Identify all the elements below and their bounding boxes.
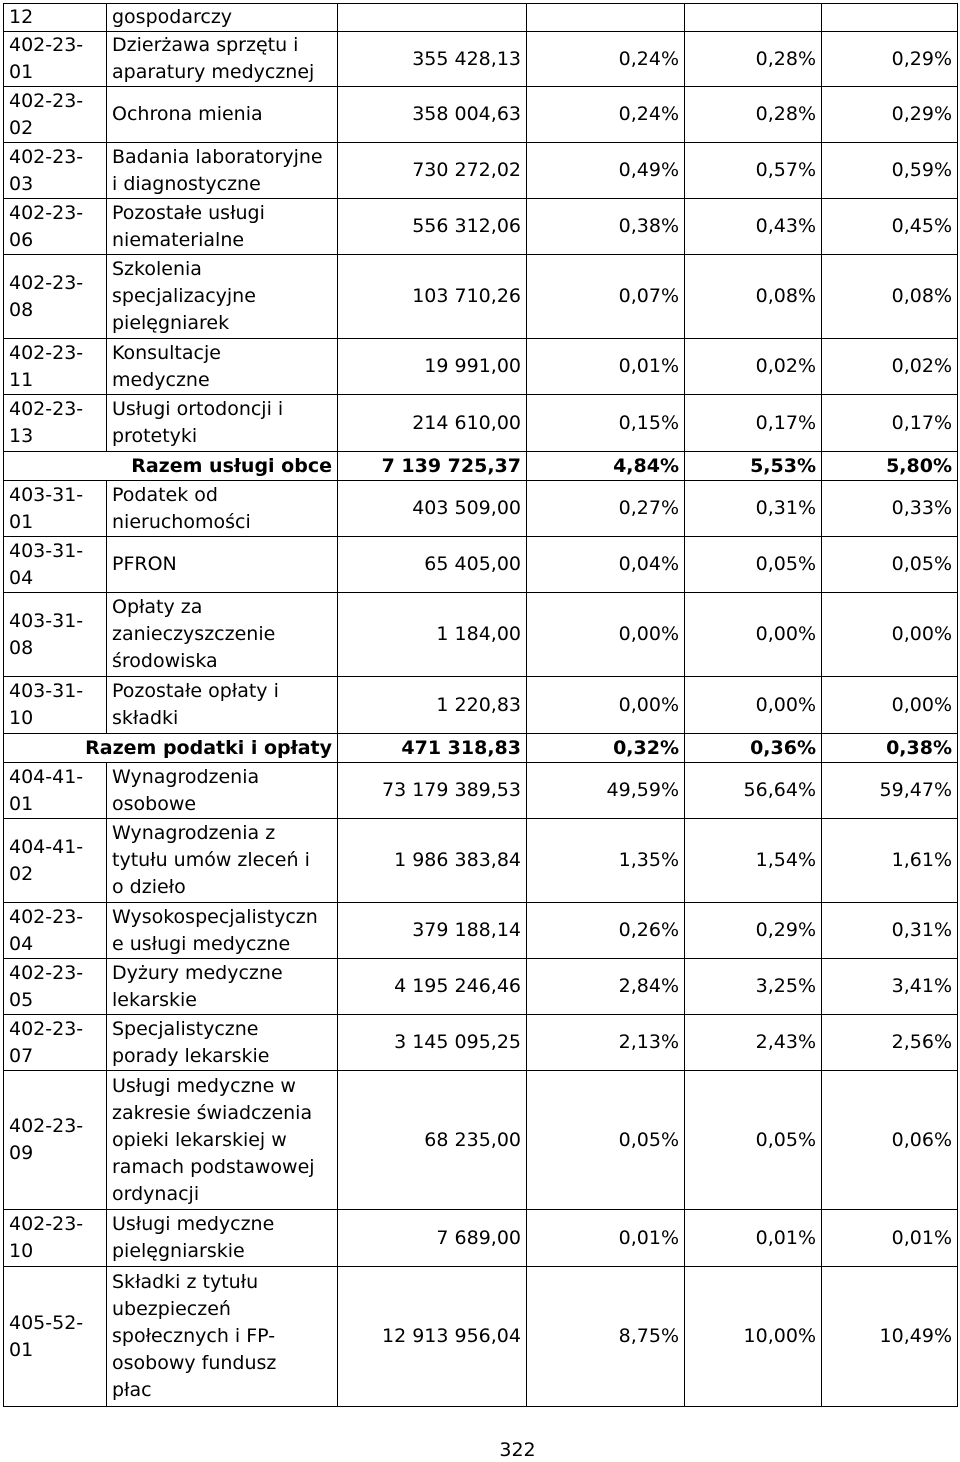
amount-cell: 214 610,00 xyxy=(338,395,527,452)
percent-cell-2: 1,54% xyxy=(685,819,822,903)
cost-name: gospodarczy xyxy=(107,4,338,32)
percent-cell-2: 0,00% xyxy=(685,593,822,677)
percent-cell-3: 0,00% xyxy=(822,593,958,677)
percent-cell-2: 0,36% xyxy=(685,734,822,763)
account-code: 402-23- 08 xyxy=(4,255,107,339)
cost-name: Specjalistyczne porady lekarskie xyxy=(107,1015,338,1071)
cost-name: Dyżury medyczne lekarskie xyxy=(107,959,338,1015)
summary-row xyxy=(4,734,958,763)
summary-label: Razem usługi obce xyxy=(4,452,338,481)
cost-name: Usługi medyczne pielęgniarskie xyxy=(107,1210,338,1267)
cost-name: Pozostałe usługi niematerialne xyxy=(107,199,338,255)
percent-cell-1: 0,04% xyxy=(527,537,685,593)
account-code: 402-23- 02 xyxy=(4,87,107,143)
cost-name: Opłaty za zanieczyszczenie środowiska xyxy=(107,593,338,677)
amount-cell: 65 405,00 xyxy=(338,537,527,593)
amount-cell: 7 139 725,37 xyxy=(338,452,527,481)
account-code: 402-23- 05 xyxy=(4,959,107,1015)
percent-cell-1: 0,07% xyxy=(527,255,685,339)
percent-cell-2: 0,31% xyxy=(685,481,822,537)
percent-cell-2: 0,43% xyxy=(685,199,822,255)
cost-name: Ochrona mienia xyxy=(107,87,338,143)
table-row xyxy=(4,87,958,143)
cost-name: Usługi medyczne w zakresie świadczenia opieki lekarskiej w ramach podstawowej ordynacji xyxy=(107,1071,338,1210)
percent-cell-1: 4,84% xyxy=(527,452,685,481)
account-code: 12 xyxy=(4,4,107,32)
percent-cell-1: 0,26% xyxy=(527,903,685,959)
summary-label: Razem podatki i opłaty xyxy=(4,734,338,763)
account-code: 402-23- 01 xyxy=(4,32,107,87)
percent-cell-2: 3,25% xyxy=(685,959,822,1015)
percent-cell-2: 0,28% xyxy=(685,87,822,143)
amount-cell: 3 145 095,25 xyxy=(338,1015,527,1071)
page-number: 322 xyxy=(499,1439,536,1461)
percent-cell-3: 0,29% xyxy=(822,32,958,87)
cost-name: Dzierżawa sprzętu i aparatury medycznej xyxy=(107,32,338,87)
percent-cell-1: 49,59% xyxy=(527,763,685,819)
percent-cell-1: 0,05% xyxy=(527,1071,685,1210)
amount-cell: 12 913 956,04 xyxy=(338,1267,527,1407)
table-row xyxy=(4,959,958,1015)
amount-cell: 379 188,14 xyxy=(338,903,527,959)
percent-cell-2: 0,02% xyxy=(685,339,822,395)
amount-cell xyxy=(338,4,527,32)
percent-cell-1: 0,00% xyxy=(527,677,685,734)
percent-cell-1: 0,24% xyxy=(527,32,685,87)
cost-name: Wysokospecjalistyczn e usługi medyczne xyxy=(107,903,338,959)
percent-cell-1: 0,49% xyxy=(527,143,685,199)
percent-cell-2: 0,05% xyxy=(685,1071,822,1210)
percent-cell-3: 0,00% xyxy=(822,677,958,734)
amount-cell: 471 318,83 xyxy=(338,734,527,763)
table-row xyxy=(4,819,958,903)
percent-cell-3: 3,41% xyxy=(822,959,958,1015)
account-code: 404-41- 01 xyxy=(4,763,107,819)
percent-cell-2 xyxy=(685,4,822,32)
account-code: 402-23- 03 xyxy=(4,143,107,199)
amount-cell: 73 179 389,53 xyxy=(338,763,527,819)
percent-cell-3: 0,31% xyxy=(822,903,958,959)
cost-name: Wynagrodzenia z tytułu umów zleceń i o dzieło xyxy=(107,819,338,903)
amount-cell: 358 004,63 xyxy=(338,87,527,143)
table-row xyxy=(4,593,958,677)
account-code: 402-23- 07 xyxy=(4,1015,107,1071)
amount-cell: 355 428,13 xyxy=(338,32,527,87)
percent-cell-3: 59,47% xyxy=(822,763,958,819)
percent-cell-1: 2,13% xyxy=(527,1015,685,1071)
amount-cell: 1 986 383,84 xyxy=(338,819,527,903)
percent-cell-1: 0,32% xyxy=(527,734,685,763)
table-row xyxy=(4,199,958,255)
percent-cell-3: 0,38% xyxy=(822,734,958,763)
cost-name: Szkolenia specjalizacyjne pielęgniarek xyxy=(107,255,338,339)
percent-cell-2: 0,08% xyxy=(685,255,822,339)
percent-cell-2: 0,57% xyxy=(685,143,822,199)
table-row xyxy=(4,339,958,395)
amount-cell: 1 220,83 xyxy=(338,677,527,734)
percent-cell-3: 0,29% xyxy=(822,87,958,143)
account-code: 402-23- 06 xyxy=(4,199,107,255)
percent-cell-3: 5,80% xyxy=(822,452,958,481)
percent-cell-2: 0,05% xyxy=(685,537,822,593)
percent-cell-1: 0,01% xyxy=(527,1210,685,1267)
table-row xyxy=(4,537,958,593)
account-code: 402-23- 13 xyxy=(4,395,107,452)
percent-cell-3: 0,17% xyxy=(822,395,958,452)
percent-cell-3: 1,61% xyxy=(822,819,958,903)
percent-cell-2: 56,64% xyxy=(685,763,822,819)
account-code: 402-23- 04 xyxy=(4,903,107,959)
account-code: 402-23- 10 xyxy=(4,1210,107,1267)
percent-cell-3: 0,45% xyxy=(822,199,958,255)
table-row xyxy=(4,903,958,959)
amount-cell: 4 195 246,46 xyxy=(338,959,527,1015)
financial-table xyxy=(3,3,958,1407)
percent-cell-3 xyxy=(822,4,958,32)
amount-cell: 7 689,00 xyxy=(338,1210,527,1267)
amount-cell: 19 991,00 xyxy=(338,339,527,395)
table-row xyxy=(4,763,958,819)
percent-cell-2: 5,53% xyxy=(685,452,822,481)
percent-cell-2: 0,17% xyxy=(685,395,822,452)
percent-cell-2: 0,29% xyxy=(685,903,822,959)
percent-cell-2: 10,00% xyxy=(685,1267,822,1407)
percent-cell-1 xyxy=(527,4,685,32)
amount-cell: 68 235,00 xyxy=(338,1071,527,1210)
percent-cell-3: 10,49% xyxy=(822,1267,958,1407)
percent-cell-1: 0,27% xyxy=(527,481,685,537)
percent-cell-3: 0,33% xyxy=(822,481,958,537)
table-row xyxy=(4,255,958,339)
table-row xyxy=(4,143,958,199)
percent-cell-1: 1,35% xyxy=(527,819,685,903)
table-body xyxy=(4,4,958,1407)
percent-cell-1: 0,24% xyxy=(527,87,685,143)
cost-name: PFRON xyxy=(107,537,338,593)
cost-name: Usługi ortodoncji i protetyki xyxy=(107,395,338,452)
amount-cell: 556 312,06 xyxy=(338,199,527,255)
percent-cell-3: 0,05% xyxy=(822,537,958,593)
table-row xyxy=(4,4,958,32)
percent-cell-1: 0,38% xyxy=(527,199,685,255)
percent-cell-2: 0,01% xyxy=(685,1210,822,1267)
table-row xyxy=(4,1210,958,1267)
percent-cell-3: 0,06% xyxy=(822,1071,958,1210)
cost-name: Wynagrodzenia osobowe xyxy=(107,763,338,819)
table-row xyxy=(4,1015,958,1071)
account-code: 402-23- 09 xyxy=(4,1071,107,1210)
table-row xyxy=(4,395,958,452)
account-code: 403-31- 08 xyxy=(4,593,107,677)
amount-cell: 103 710,26 xyxy=(338,255,527,339)
percent-cell-2: 0,00% xyxy=(685,677,822,734)
percent-cell-3: 0,02% xyxy=(822,339,958,395)
summary-row xyxy=(4,452,958,481)
cost-name: Konsultacje medyczne xyxy=(107,339,338,395)
account-code: 403-31- 04 xyxy=(4,537,107,593)
percent-cell-1: 0,01% xyxy=(527,339,685,395)
percent-cell-3: 2,56% xyxy=(822,1015,958,1071)
table-row xyxy=(4,1267,958,1407)
cost-name: Badania laboratoryjne i diagnostyczne xyxy=(107,143,338,199)
percent-cell-3: 0,01% xyxy=(822,1210,958,1267)
percent-cell-3: 0,59% xyxy=(822,143,958,199)
percent-cell-1: 0,00% xyxy=(527,593,685,677)
table-row xyxy=(4,32,958,87)
table-row xyxy=(4,677,958,734)
percent-cell-3: 0,08% xyxy=(822,255,958,339)
percent-cell-1: 0,15% xyxy=(527,395,685,452)
account-code: 404-41- 02 xyxy=(4,819,107,903)
percent-cell-2: 0,28% xyxy=(685,32,822,87)
account-code: 405-52- 01 xyxy=(4,1267,107,1407)
cost-name: Składki z tytułu ubezpieczeń społecznych i FP- osobowy fundusz płac xyxy=(107,1267,338,1407)
account-code: 402-23- 11 xyxy=(4,339,107,395)
account-code: 403-31- 01 xyxy=(4,481,107,537)
cost-name: Podatek od nieruchomości xyxy=(107,481,338,537)
table-row xyxy=(4,1071,958,1210)
percent-cell-1: 2,84% xyxy=(527,959,685,1015)
table-row xyxy=(4,481,958,537)
amount-cell: 403 509,00 xyxy=(338,481,527,537)
amount-cell: 1 184,00 xyxy=(338,593,527,677)
percent-cell-2: 2,43% xyxy=(685,1015,822,1071)
amount-cell: 730 272,02 xyxy=(338,143,527,199)
account-code: 403-31- 10 xyxy=(4,677,107,734)
cost-name: Pozostałe opłaty i składki xyxy=(107,677,338,734)
percent-cell-1: 8,75% xyxy=(527,1267,685,1407)
